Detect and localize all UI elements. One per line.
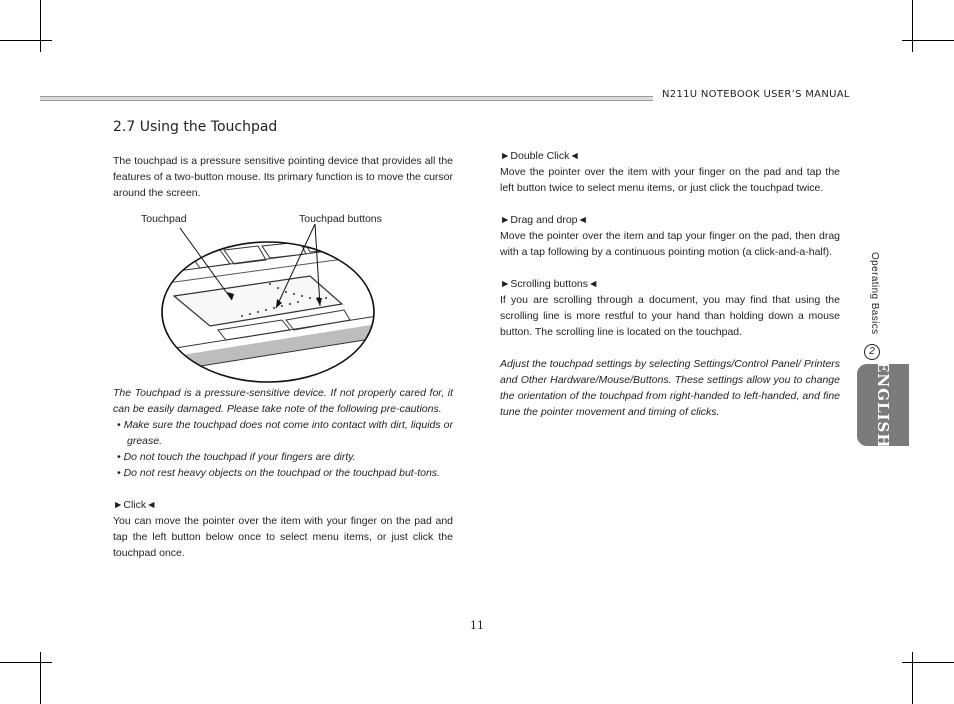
crop-mark	[0, 40, 52, 41]
scroll-heading: ►Scrolling buttons◄	[500, 278, 599, 290]
touchpad-label: Touchpad	[141, 213, 187, 225]
crop-mark	[912, 0, 913, 52]
caution-item: • Do not touch the touchpad if your fingers are dirty.	[117, 451, 356, 463]
click-text: You can move the pointer over the item with your finger on the pad and tap the left button below once to select menu items, or just click the touchpad once.	[113, 515, 453, 559]
crop-mark	[0, 662, 52, 663]
caution-intro: The Touchpad is a pressure-sensitive device. If not properly cared for, it can be easily damaged. Please take note of the following pre-cautions.	[113, 387, 453, 415]
drag-text: Move the pointer over the item and tap your finger on the pad, then drag with a tap following by a continuous pointing motion (a click-and-a-half).	[500, 230, 840, 258]
crop-mark	[40, 0, 41, 52]
language-tab	[857, 361, 909, 449]
left-column	[113, 153, 453, 201]
click-heading: ►Click◄	[113, 499, 157, 511]
drag-heading: ►Drag and drop◄	[500, 214, 588, 226]
right-column	[500, 148, 840, 420]
manual-title: N211U NOTEBOOK USER’S MANUAL	[662, 89, 850, 100]
scroll-text: If you are scrolling through a document, you may find that using the scrolling line is more restful to your hand than holding down a mouse button. The scrolling line is located on the touchpad.	[500, 294, 840, 338]
caution-item: • Do not rest heavy objects on the touchpad or the touchpad but-tons.	[117, 467, 440, 479]
crop-mark	[40, 652, 41, 704]
intro-paragraph: The touchpad is a pressure sensitive pointing device that provides all the features of a two-button mouse. Its primary function is to move the cursor around the screen.	[113, 155, 453, 199]
chapter-number: 2	[864, 344, 880, 360]
crop-mark	[902, 662, 954, 663]
crop-mark	[902, 40, 954, 41]
caution-block	[113, 385, 453, 561]
language-tab-label: ENGLISH	[874, 361, 892, 449]
section-title: 2.7 Using the Touchpad	[113, 119, 278, 135]
touchpad-buttons-label: Touchpad buttons	[299, 213, 382, 225]
chapter-label: Operating Basics	[869, 252, 880, 335]
caution-item: • Make sure the touchpad does not come into contact with dirt, liquids or grease.	[117, 419, 453, 447]
header-rule	[40, 96, 653, 101]
double-click-heading: ►Double Click◄	[500, 150, 580, 162]
crop-mark	[912, 652, 913, 704]
touchpad-illustration	[150, 224, 390, 384]
page-number: 11	[470, 619, 484, 632]
double-click-text: Move the pointer over the item with your finger on the pad and tap the left button twice to select menu items, or just click the touchpad twice.	[500, 166, 840, 194]
settings-note: Adjust the touchpad settings by selecting Settings/Control Panel/ Printers and Other Hardware/Mouse/Buttons. These settings allow you to change the orientation of the touchpad from right-handed to left-handed, and fine tune the pointer movement and timing of clicks.	[500, 358, 840, 418]
